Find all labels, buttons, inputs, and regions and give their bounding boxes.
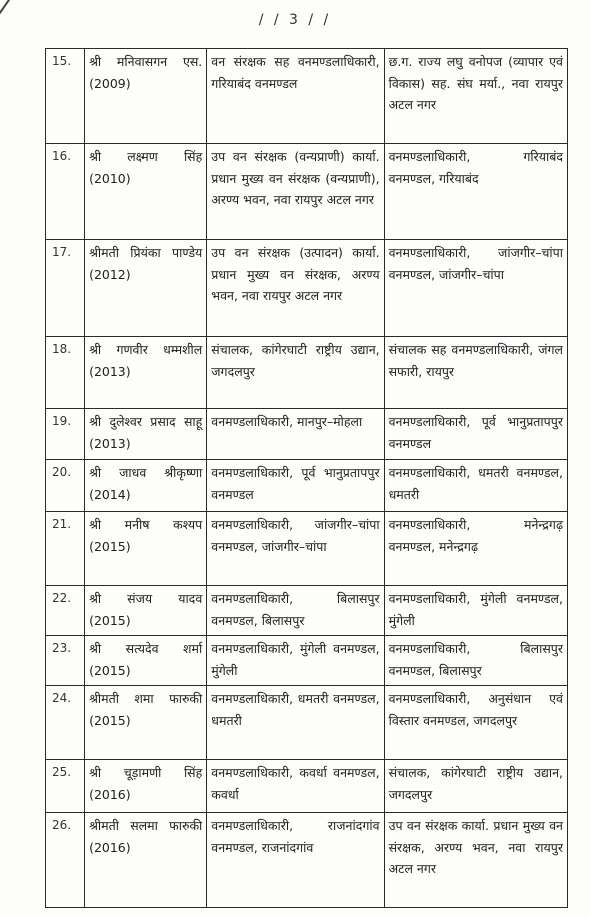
table-row [46,409,568,460]
row-number: 19. [46,409,85,460]
new-posting: वनमण्डलाधिकारी, धमतरी वनमण्डल, धमतरी [384,460,567,512]
new-posting: वनमण्डलाधिकारी, पूर्व भानुप्रतापपुर वनमण्डल [384,409,567,460]
new-posting: वनमण्डलाधिकारी, जांजगीर–चांपा वनमण्डल, जांजगीर–चांपा [384,240,567,337]
officer-name: श्री मनिवासगन एस. (2009) [85,49,207,144]
row-number: 26. [46,813,85,908]
officer-name: श्री सत्यदेव शर्मा (2015) [85,636,207,686]
row-number: 23. [46,636,85,686]
new-posting: वनमण्डलाधिकारी, गरियाबंद वनमण्डल, गरियाबंद [384,144,567,240]
table-row [46,144,568,240]
new-posting: संचालक सह वनमण्डलाधिकारी, जंगल सफारी, रायपुर [384,337,567,409]
current-posting: वनमण्डलाधिकारी, बिलासपुर वनमण्डल, बिलासपुर [207,586,384,636]
current-posting: वनमण्डलाधिकारी, धमतरी वनमण्डल, धमतरी [207,686,384,760]
officer-name: श्री गणवीर धम्मशील (2013) [85,337,207,409]
current-posting: वनमण्डलाधिकारी, मुंगेली वनमण्डल, मुंगेली [207,636,384,686]
current-posting: वनमण्डलाधिकारी, मानपुर–मोहला [207,409,384,460]
officer-name: श्री लक्ष्मण सिंह (2010) [85,144,207,240]
row-number: 21. [46,512,85,586]
officer-name: श्रीमती सलमा फारुकी (2016) [85,813,207,908]
table-row [46,813,568,908]
table-row [46,460,568,512]
current-posting: वन संरक्षक सह वनमण्डलाधिकारी, गरियाबंद वनमण्डल [207,49,384,144]
new-posting: संचालक, कांगेरघाटी राष्ट्रीय उद्यान, जगदलपुर [384,760,567,813]
row-number: 18. [46,337,85,409]
current-posting: उप वन संरक्षक (उत्पादन) कार्या. प्रधान मुख्य वन संरक्षक, अरण्य भवन, नवा रायपुर अटल नगर [207,240,384,337]
new-posting: छ.ग. राज्य लघु वनोपज (व्यापार एवं विकास) सह. संघ मर्या., नवा रायपुर अटल नगर [384,49,567,144]
new-posting: वनमण्डलाधिकारी, मुंगेली वनमण्डल, मुंगेली [384,586,567,636]
officer-name: श्रीमती प्रियंका पाण्डेय (2012) [85,240,207,337]
current-posting: वनमण्डलाधिकारी, कवर्धा वनमण्डल, कवर्धा [207,760,384,813]
row-number: 24. [46,686,85,760]
table-row [46,586,568,636]
table-row [46,240,568,337]
officer-name: श्रीमती शमा फारुकी (2015) [85,686,207,760]
row-number: 15. [46,49,85,144]
table-row [46,636,568,686]
new-posting: उप वन संरक्षक कार्या. प्रधान मुख्य वन संरक्षक, अरण्य भवन, नवा रायपुर अटल नगर [384,813,567,908]
table-row [46,512,568,586]
officer-name: श्री दुलेश्वर प्रसाद साहू (2013) [85,409,207,460]
new-posting: वनमण्डलाधिकारी, बिलासपुर वनमण्डल, बिलासपुर [384,636,567,686]
table-row [46,49,568,144]
row-number: 20. [46,460,85,512]
officer-name: श्री मनीष कश्यप (2015) [85,512,207,586]
current-posting: उप वन संरक्षक (वन्यप्राणी) कार्या. प्रधान मुख्य वन संरक्षक (वन्यप्राणी), अरण्य भवन, नवा रायपुर अटल नगर [207,144,384,240]
current-posting: वनमण्डलाधिकारी, पूर्व भानुप्रतापपुर वनमण्डल [207,460,384,512]
new-posting: वनमण्डलाधिकारी, अनुसंधान एवं विस्तार वनमण्डल, जगदलपुर [384,686,567,760]
row-number: 16. [46,144,85,240]
new-posting: वनमण्डलाधिकारी, मनेन्द्रगढ़ वनमण्डल, मनेन्द्रगढ़ [384,512,567,586]
row-number: 22. [46,586,85,636]
table-row [46,760,568,813]
officer-name: श्री चूड़ामणी सिंह (2016) [85,760,207,813]
row-number: 25. [46,760,85,813]
page-number: / / 3 / / [258,12,332,28]
transfer-table [45,48,568,908]
row-number: 17. [46,240,85,337]
current-posting: वनमण्डलाधिकारी, जांजगीर–चांपा वनमण्डल, जांजगीर–चांपा [207,512,384,586]
officer-name: श्री जाधव श्रीकृष्णा (2014) [85,460,207,512]
current-posting: वनमण्डलाधिकारी, राजनांदगांव वनमण्डल, राजनांदगांव [207,813,384,908]
current-posting: संचालक, कांगेरघाटी राष्ट्रीय उद्यान, जगदलपुर [207,337,384,409]
table-row [46,686,568,760]
table-row [46,337,568,409]
officer-name: श्री संजय यादव (2015) [85,586,207,636]
